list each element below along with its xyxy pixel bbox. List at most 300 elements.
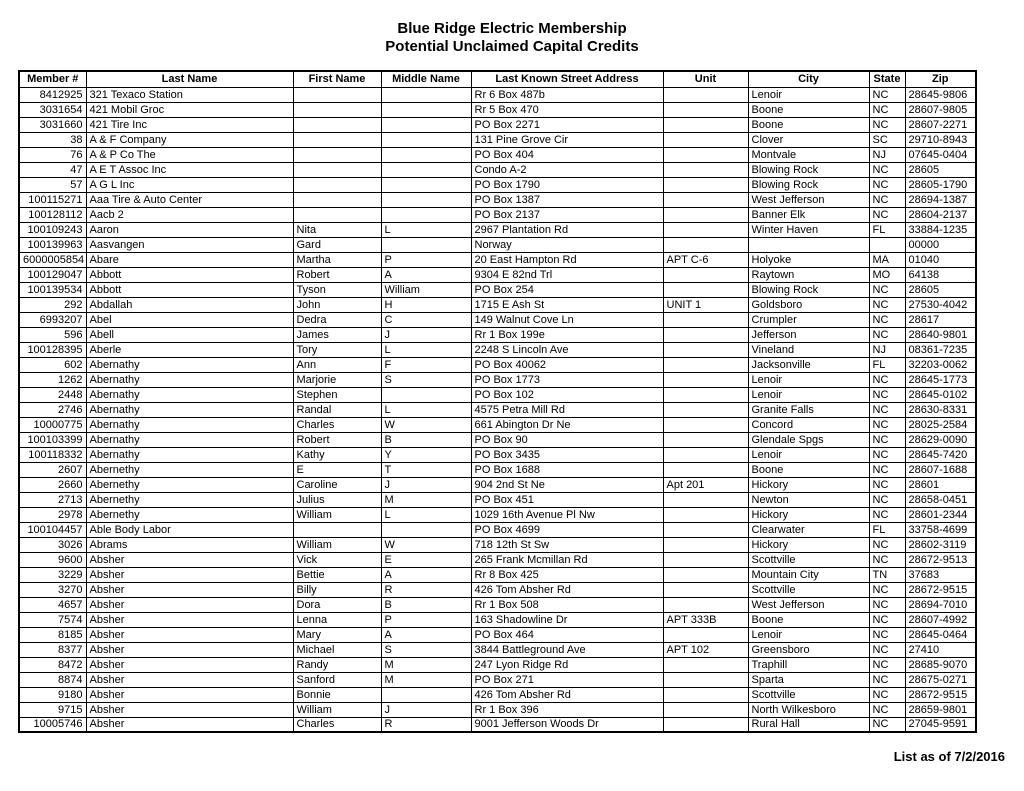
cell-zip: 28672-9515 <box>905 687 976 702</box>
cell-last: Abernethy <box>86 492 293 507</box>
table-header-row <box>19 71 976 87</box>
table-row <box>19 132 976 147</box>
table-row <box>19 282 976 297</box>
table-row <box>19 612 976 627</box>
cell-first: E <box>293 462 381 477</box>
cell-city: Mountain City <box>748 567 869 582</box>
cell-last: Absher <box>86 702 293 717</box>
cell-member: 100104457 <box>19 522 86 537</box>
cell-city: Scottville <box>748 687 869 702</box>
cell-unit <box>663 687 748 702</box>
cell-member: 38 <box>19 132 86 147</box>
table-row <box>19 492 976 507</box>
cell-middle: L <box>381 342 471 357</box>
cell-zip: 28605 <box>905 162 976 177</box>
cell-middle <box>381 132 471 147</box>
cell-city: Crumpler <box>748 312 869 327</box>
cell-first: James <box>293 327 381 342</box>
cell-zip: 28607-9805 <box>905 102 976 117</box>
cell-last: Abernathy <box>86 402 293 417</box>
cell-zip: 01040 <box>905 252 976 267</box>
cell-city: North Wilkesboro <box>748 702 869 717</box>
cell-last: Absher <box>86 672 293 687</box>
cell-first: Bonnie <box>293 687 381 702</box>
cell-zip: 28672-9513 <box>905 552 976 567</box>
cell-state: NC <box>869 702 905 717</box>
cell-member: 596 <box>19 327 86 342</box>
cell-first: Randy <box>293 657 381 672</box>
cell-city: Banner Elk <box>748 207 869 222</box>
cell-first <box>293 102 381 117</box>
table-row <box>19 582 976 597</box>
cell-city: Concord <box>748 417 869 432</box>
cell-state: MO <box>869 267 905 282</box>
cell-last: Abdallah <box>86 297 293 312</box>
table-row <box>19 507 976 522</box>
cell-last: Abernethy <box>86 477 293 492</box>
cell-city: Raytown <box>748 267 869 282</box>
table-row <box>19 567 976 582</box>
cell-last: Aaa Tire & Auto Center <box>86 192 293 207</box>
cell-state: NC <box>869 387 905 402</box>
cell-member: 2607 <box>19 462 86 477</box>
table-row <box>19 237 976 252</box>
cell-zip: 28640-9801 <box>905 327 976 342</box>
cell-middle: H <box>381 297 471 312</box>
cell-member: 10000775 <box>19 417 86 432</box>
cell-member: 9600 <box>19 552 86 567</box>
cell-address: Rr 1 Box 199e <box>471 327 663 342</box>
cell-address: PO Box 90 <box>471 432 663 447</box>
cell-last: A G L Inc <box>86 177 293 192</box>
cell-member: 10005746 <box>19 717 86 732</box>
cell-unit <box>663 162 748 177</box>
cell-middle: J <box>381 702 471 717</box>
cell-middle: M <box>381 492 471 507</box>
cell-unit <box>663 117 748 132</box>
cell-first: William <box>293 702 381 717</box>
cell-first: Caroline <box>293 477 381 492</box>
cell-first: Robert <box>293 267 381 282</box>
cell-address: 131 Pine Grove Cir <box>471 132 663 147</box>
cell-state: FL <box>869 522 905 537</box>
cell-city: Sparta <box>748 672 869 687</box>
cell-middle <box>381 192 471 207</box>
cell-address: 3844 Battleground Ave <box>471 642 663 657</box>
cell-middle: M <box>381 657 471 672</box>
cell-zip: 08361-7235 <box>905 342 976 357</box>
cell-city: West Jefferson <box>748 597 869 612</box>
cell-address: 1029 16th Avenue Pl Nw <box>471 507 663 522</box>
cell-first: Charles <box>293 717 381 732</box>
cell-unit <box>663 627 748 642</box>
cell-member: 3229 <box>19 567 86 582</box>
cell-zip: 33758-4699 <box>905 522 976 537</box>
cell-zip: 64138 <box>905 267 976 282</box>
cell-address: 149 Walnut Cove Ln <box>471 312 663 327</box>
cell-first: Stephen <box>293 387 381 402</box>
table-row <box>19 102 976 117</box>
cell-city: Rural Hall <box>748 717 869 732</box>
cell-member: 3031660 <box>19 117 86 132</box>
cell-address: PO Box 1387 <box>471 192 663 207</box>
cell-middle: B <box>381 432 471 447</box>
cell-last: Abernethy <box>86 507 293 522</box>
table-row <box>19 327 976 342</box>
cell-state: NC <box>869 612 905 627</box>
cell-middle <box>381 87 471 102</box>
cell-first: John <box>293 297 381 312</box>
cell-first: William <box>293 507 381 522</box>
cell-last: Absher <box>86 657 293 672</box>
cell-member: 100139534 <box>19 282 86 297</box>
footer-note: List as of 7/2/2016 <box>893 749 1005 764</box>
cell-address: 4575 Petra Mill Rd <box>471 402 663 417</box>
cell-member: 3031654 <box>19 102 86 117</box>
cell-member: 100139963 <box>19 237 86 252</box>
cell-unit <box>663 492 748 507</box>
table-row <box>19 162 976 177</box>
cell-state: NC <box>869 192 905 207</box>
cell-first: Ann <box>293 357 381 372</box>
cell-zip: 28605-1790 <box>905 177 976 192</box>
cell-member: 9180 <box>19 687 86 702</box>
cell-first: Gard <box>293 237 381 252</box>
cell-city: Vineland <box>748 342 869 357</box>
cell-middle <box>381 522 471 537</box>
cell-member: 292 <box>19 297 86 312</box>
cell-unit <box>663 237 748 252</box>
table-row <box>19 177 976 192</box>
cell-city: Blowing Rock <box>748 177 869 192</box>
cell-first: Robert <box>293 432 381 447</box>
cell-address: PO Box 2271 <box>471 117 663 132</box>
cell-first: Lenna <box>293 612 381 627</box>
cell-member: 57 <box>19 177 86 192</box>
cell-last: A & P Co The <box>86 147 293 162</box>
cell-city: Montvale <box>748 147 869 162</box>
column-header-unit: Unit <box>663 71 748 87</box>
cell-first <box>293 192 381 207</box>
cell-state: NC <box>869 297 905 312</box>
cell-first <box>293 147 381 162</box>
cell-address: PO Box 1688 <box>471 462 663 477</box>
cell-address: 247 Lyon Ridge Rd <box>471 657 663 672</box>
table-row <box>19 387 976 402</box>
cell-zip: 28605 <box>905 282 976 297</box>
cell-address: PO Box 102 <box>471 387 663 402</box>
cell-unit <box>663 462 748 477</box>
cell-state: NC <box>869 477 905 492</box>
cell-city: Glendale Spgs <box>748 432 869 447</box>
column-header-city: City <box>748 71 869 87</box>
cell-middle: William <box>381 282 471 297</box>
cell-member: 2660 <box>19 477 86 492</box>
table-row <box>19 552 976 567</box>
cell-middle <box>381 687 471 702</box>
cell-address: Rr 1 Box 396 <box>471 702 663 717</box>
column-header-middle: Middle Name <box>381 71 471 87</box>
cell-last: Abbott <box>86 267 293 282</box>
cell-city: Newton <box>748 492 869 507</box>
cell-member: 100115271 <box>19 192 86 207</box>
cell-address: 718 12th St Sw <box>471 537 663 552</box>
cell-member: 100129047 <box>19 267 86 282</box>
cell-unit <box>663 522 748 537</box>
cell-zip: 28629-0090 <box>905 432 976 447</box>
table-row <box>19 687 976 702</box>
cell-state: FL <box>869 357 905 372</box>
cell-last: Absher <box>86 552 293 567</box>
cell-first <box>293 87 381 102</box>
cell-unit <box>663 717 748 732</box>
cell-unit <box>663 222 748 237</box>
cell-zip: 00000 <box>905 237 976 252</box>
cell-zip: 28604-2137 <box>905 207 976 222</box>
cell-middle: E <box>381 552 471 567</box>
cell-zip: 28025-2584 <box>905 417 976 432</box>
cell-last: Abernathy <box>86 357 293 372</box>
cell-last: Abernathy <box>86 372 293 387</box>
cell-last: Abernethy <box>86 462 293 477</box>
cell-unit <box>663 597 748 612</box>
cell-first: Martha <box>293 252 381 267</box>
cell-first: Michael <box>293 642 381 657</box>
cell-last: A E T Assoc Inc <box>86 162 293 177</box>
table-row <box>19 192 976 207</box>
cell-address: PO Box 254 <box>471 282 663 297</box>
cell-last: Abrams <box>86 537 293 552</box>
cell-middle: C <box>381 312 471 327</box>
cell-unit <box>663 192 748 207</box>
cell-unit <box>663 702 748 717</box>
cell-zip: 28685-9070 <box>905 657 976 672</box>
cell-middle: P <box>381 252 471 267</box>
cell-last: Abell <box>86 327 293 342</box>
cell-city: Granite Falls <box>748 402 869 417</box>
cell-state: NC <box>869 282 905 297</box>
cell-first: William <box>293 537 381 552</box>
cell-state: TN <box>869 567 905 582</box>
cell-zip: 27530-4042 <box>905 297 976 312</box>
table-row <box>19 297 976 312</box>
cell-zip: 28672-9515 <box>905 582 976 597</box>
cell-first <box>293 177 381 192</box>
cell-last: Absher <box>86 687 293 702</box>
cell-address: PO Box 1790 <box>471 177 663 192</box>
cell-city: Lenoir <box>748 627 869 642</box>
cell-unit: APT 102 <box>663 642 748 657</box>
cell-unit <box>663 342 748 357</box>
cell-city: Boone <box>748 612 869 627</box>
table-row <box>19 357 976 372</box>
cell-unit <box>663 447 748 462</box>
column-header-zip: Zip <box>905 71 976 87</box>
cell-first <box>293 117 381 132</box>
cell-member: 8472 <box>19 657 86 672</box>
cell-middle: S <box>381 642 471 657</box>
cell-unit <box>663 312 748 327</box>
table-row <box>19 222 976 237</box>
cell-city: Traphill <box>748 657 869 672</box>
cell-unit <box>663 432 748 447</box>
cell-city <box>748 237 869 252</box>
cell-last: Abernathy <box>86 417 293 432</box>
table-row <box>19 447 976 462</box>
cell-last: Abernathy <box>86 447 293 462</box>
cell-unit <box>663 282 748 297</box>
cell-city: West Jefferson <box>748 192 869 207</box>
cell-city: Boone <box>748 117 869 132</box>
page-subtitle: Potential Unclaimed Capital Credits <box>385 38 639 55</box>
cell-last: Abel <box>86 312 293 327</box>
cell-middle: A <box>381 567 471 582</box>
cell-middle: M <box>381 672 471 687</box>
cell-address: Rr 5 Box 470 <box>471 102 663 117</box>
cell-zip: 28694-7010 <box>905 597 976 612</box>
cell-member: 6000005854 <box>19 252 86 267</box>
table-row <box>19 117 976 132</box>
table-row <box>19 312 976 327</box>
cell-last: Aberle <box>86 342 293 357</box>
cell-city: Lenoir <box>748 387 869 402</box>
cell-state: NC <box>869 207 905 222</box>
table-row <box>19 402 976 417</box>
cell-address: 163 Shadowline Dr <box>471 612 663 627</box>
cell-city: Greensboro <box>748 642 869 657</box>
cell-member: 2448 <box>19 387 86 402</box>
table-row <box>19 597 976 612</box>
cell-middle: R <box>381 717 471 732</box>
cell-unit <box>663 177 748 192</box>
cell-address: Condo A-2 <box>471 162 663 177</box>
cell-last: 421 Tire Inc <box>86 117 293 132</box>
cell-zip: 28630-8331 <box>905 402 976 417</box>
cell-member: 6993207 <box>19 312 86 327</box>
cell-state: NC <box>869 177 905 192</box>
cell-member: 8412925 <box>19 87 86 102</box>
cell-address: 661 Abington Dr Ne <box>471 417 663 432</box>
cell-member: 100109243 <box>19 222 86 237</box>
column-header-address: Last Known Street Address <box>471 71 663 87</box>
cell-address: 2248 S Lincoln Ave <box>471 342 663 357</box>
table-row <box>19 627 976 642</box>
cell-state: NC <box>869 327 905 342</box>
cell-first: Randal <box>293 402 381 417</box>
cell-city: Scottville <box>748 552 869 567</box>
cell-unit <box>663 327 748 342</box>
cell-zip: 28675-0271 <box>905 672 976 687</box>
cell-middle: J <box>381 327 471 342</box>
cell-state: NJ <box>869 147 905 162</box>
cell-state: NC <box>869 402 905 417</box>
cell-state: NC <box>869 447 905 462</box>
cell-unit <box>663 567 748 582</box>
cell-state: SC <box>869 132 905 147</box>
cell-last: 321 Texaco Station <box>86 87 293 102</box>
cell-city: Lenoir <box>748 87 869 102</box>
cell-state: NC <box>869 462 905 477</box>
table-row <box>19 252 976 267</box>
cell-address: Rr 8 Box 425 <box>471 567 663 582</box>
cell-middle <box>381 387 471 402</box>
cell-last: Abernathy <box>86 432 293 447</box>
cell-last: Abbott <box>86 282 293 297</box>
table-row <box>19 672 976 687</box>
cell-city: Lenoir <box>748 372 869 387</box>
table-row <box>19 702 976 717</box>
cell-member: 2713 <box>19 492 86 507</box>
cell-unit <box>663 582 748 597</box>
table-row <box>19 372 976 387</box>
cell-unit <box>663 417 748 432</box>
cell-state: NC <box>869 642 905 657</box>
cell-unit <box>663 132 748 147</box>
cell-middle: T <box>381 462 471 477</box>
cell-first <box>293 522 381 537</box>
cell-last: Absher <box>86 717 293 732</box>
cell-middle: S <box>381 372 471 387</box>
page-title: Blue Ridge Electric Membership <box>397 20 627 37</box>
table-row <box>19 537 976 552</box>
cell-middle <box>381 117 471 132</box>
cell-unit <box>663 657 748 672</box>
cell-city: Clearwater <box>748 522 869 537</box>
cell-middle <box>381 207 471 222</box>
cell-zip: 28658-0451 <box>905 492 976 507</box>
cell-member: 76 <box>19 147 86 162</box>
cell-member: 7574 <box>19 612 86 627</box>
cell-member: 4657 <box>19 597 86 612</box>
column-header-state: State <box>869 71 905 87</box>
cell-address: PO Box 404 <box>471 147 663 162</box>
cell-city: Jacksonville <box>748 357 869 372</box>
cell-zip: 33884-1235 <box>905 222 976 237</box>
cell-middle: A <box>381 627 471 642</box>
cell-address: Rr 1 Box 508 <box>471 597 663 612</box>
cell-first: Tory <box>293 342 381 357</box>
cell-zip: 28607-2271 <box>905 117 976 132</box>
table-row <box>19 267 976 282</box>
cell-state: NC <box>869 117 905 132</box>
cell-last: Abernathy <box>86 387 293 402</box>
cell-city: Goldsboro <box>748 297 869 312</box>
cell-zip: 28601 <box>905 477 976 492</box>
cell-state: NC <box>869 657 905 672</box>
cell-address: Rr 6 Box 487b <box>471 87 663 102</box>
cell-zip: 28645-7420 <box>905 447 976 462</box>
table-row <box>19 342 976 357</box>
cell-address: PO Box 271 <box>471 672 663 687</box>
cell-city: Winter Haven <box>748 222 869 237</box>
cell-unit: APT C-6 <box>663 252 748 267</box>
cell-unit <box>663 402 748 417</box>
cell-city: Jefferson <box>748 327 869 342</box>
cell-state: NC <box>869 717 905 732</box>
cell-state: NC <box>869 537 905 552</box>
cell-last: 421 Mobil Groc <box>86 102 293 117</box>
cell-last: Absher <box>86 627 293 642</box>
cell-first: Vick <box>293 552 381 567</box>
cell-zip: 27045-9591 <box>905 717 976 732</box>
cell-middle: A <box>381 267 471 282</box>
cell-city: Scottville <box>748 582 869 597</box>
column-header-last: Last Name <box>86 71 293 87</box>
cell-address: 1715 E Ash St <box>471 297 663 312</box>
cell-address: 20 East Hampton Rd <box>471 252 663 267</box>
cell-state: MA <box>869 252 905 267</box>
cell-zip: 37683 <box>905 567 976 582</box>
